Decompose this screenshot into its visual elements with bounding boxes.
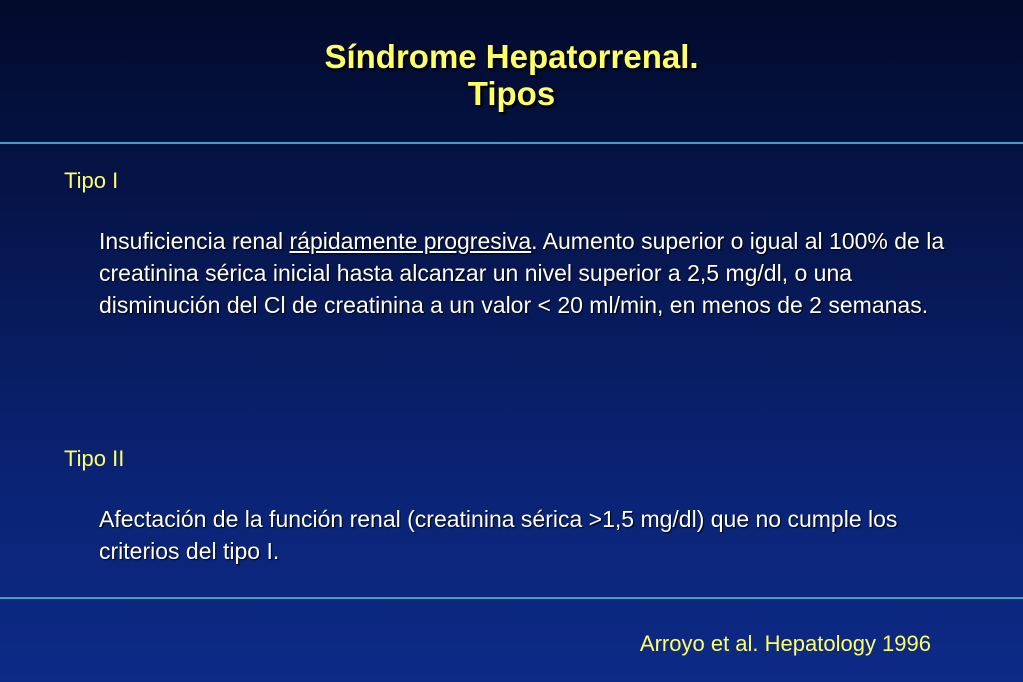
tipo-2-heading: Tipo II xyxy=(64,446,125,471)
tipo-2-description: Afectación de la función renal (creatinina sérica >1,5 mg/dl) que no cumple los criterios del tipo I. xyxy=(99,506,898,564)
citation: Arroyo et al. Hepatology 1996 xyxy=(639,631,931,656)
slide-title xyxy=(0,38,1023,112)
slide-title-line-2: Tipos xyxy=(467,75,556,112)
tipo-1-text-end: . Aumento superior o igual al 100% de la creatinina sérica inicial hasta alcanzar un nivel superior a 2,5 mg/dl, o una disminución del Cl de creatinina a un valor < 20 ml/min, en menos de 2 semanas. xyxy=(99,228,945,318)
top-divider xyxy=(0,142,1023,144)
slide-title-line-1: Síndrome Hepatorrenal. xyxy=(324,38,699,75)
tipo-1-description xyxy=(99,225,979,321)
bottom-divider xyxy=(0,597,1023,599)
tipo-1-text-start: Insuficiencia renal xyxy=(99,228,290,254)
tipo-1-emphasis: rápidamente progresiva xyxy=(289,228,532,254)
tipo-1-heading: Tipo I xyxy=(64,168,119,193)
